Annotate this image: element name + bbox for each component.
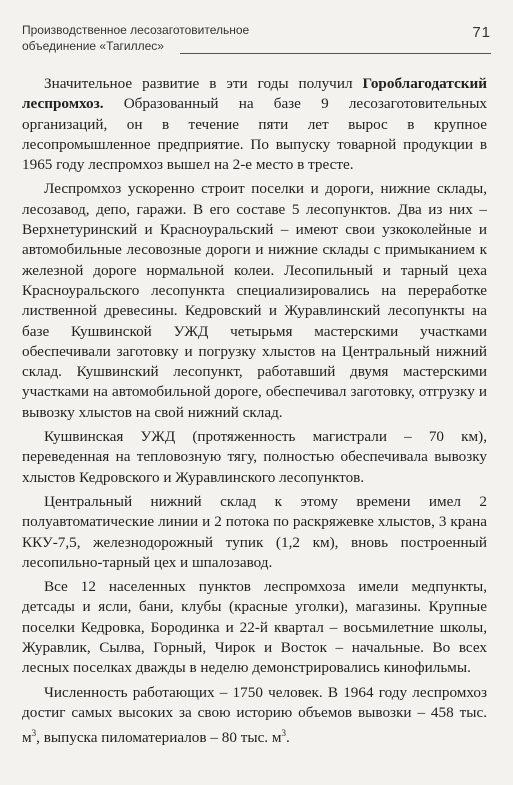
paragraph-6-sup1: 3 (31, 728, 37, 739)
paragraph-6-part3: . (286, 729, 290, 747)
header-title-line2: объединение «Тагиллес» (22, 39, 164, 53)
body-text (22, 74, 487, 753)
paragraph-1-before: Значительное развитие в эти годы получил (44, 75, 363, 92)
page-number: 71 (472, 24, 491, 41)
paragraph-6-part2: , выпуска пиломатериалов – 80 тыс. м (36, 729, 282, 747)
header-title (22, 22, 249, 54)
paragraph-5: Все 12 населенных пунктов леспромхоза имели медпункты, детсады и ясли, бани, клубы (красные уголки), магазины. Крупные поселки Кедровка, Бородинка и 22-й квартал – восьмилетние школы, Журавлик, Сылва, Горный, Чирок и Восток – начальные. Во всех лесных поселках дважды в неделю демонстрировались кинофильмы. (22, 578, 487, 677)
paragraph-1-after: Образованный на базе 9 лесозаготовительных организаций, он в течение пяти лет вырос в крупное лесопромышленное предприятие. По выпуску товарной продукции в 1965 году леспромхоз вышел на 2-е место в тресте. (22, 95, 487, 174)
paragraph-2: Леспромхоз ускоренно строит поселки и дороги, нижние склады, лесозавод, депо, гаражи. В его составе 5 лесопунктов. Два из них – Верхнетуринский и Красноуральский – имеют свои узкоколейные и автомобильные лесовозные дороги и нижние склады с примыканием к железной дороге нормальной колеи. Лесопильный и тарный цеха Красноуральского лесопункта специализировались на переработке лиственной древесины. Кедровский и Журавлинский лесопункты на базе Кушвинской УЖД четырьмя мастерскими участками обеспечивали заготовку и погрузку хлыстов на Центральный нижний склад. Кушвинский лесопункт, работавший двумя мастерскими участками на автомобильной дороге, обеспечивал заготовку, отгрузку и вывозку хлыстов на свой нижний склад. (22, 180, 487, 421)
paragraph-6-sup2: 3 (281, 728, 287, 739)
paragraph-1 (22, 74, 487, 175)
header-title-line1: Производственное лесозаготовительное (22, 23, 250, 37)
paragraph-4: Центральный нижний склад к этому времени имел 2 полуавтоматические линии и 2 потока по раскряжевке хлыстов, 3 крана ККУ-7,5, железнодорожный тупик (1,2 км), вновь построенный лесопильно-тарный цех и шпалозавод. (22, 492, 487, 571)
paragraph-6 (22, 683, 487, 749)
paragraph-1-bold: Гороблагодатский леспромхоз. (22, 75, 487, 113)
header-rule (180, 53, 491, 54)
paragraph-6-part1: Численность работающих – 1750 человек. В 1964 году леспромхоз достиг самых высоких за свою историю объемов вывозки – 458 тыс. м (22, 683, 487, 747)
running-header (22, 22, 491, 54)
paragraph-3: Кушвинская УЖД (протяженность магистрали – 70 км), переведенная на тепловозную тягу, полностью обеспечивала вывозку хлыстов Кедровского и Журавлинского лесопунктов. (22, 428, 487, 486)
